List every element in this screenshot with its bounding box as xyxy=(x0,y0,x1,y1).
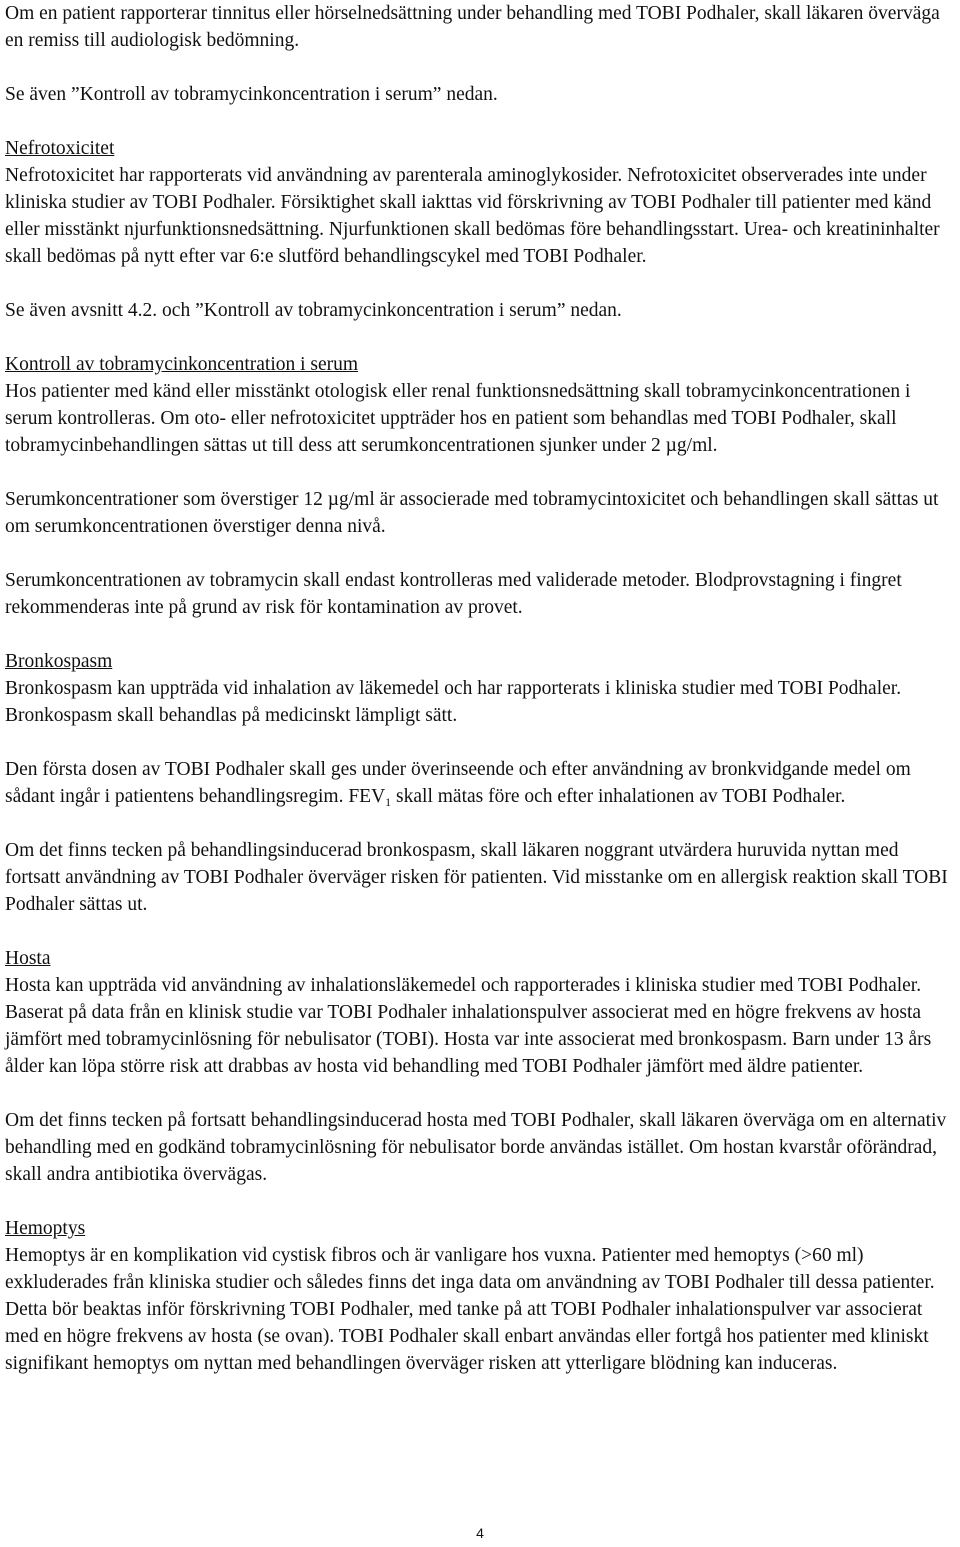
fev-subscript: 1 xyxy=(385,795,392,809)
bronkospasm-paragraph-2-text: Den första dosen av TOBI Podhaler skall ges under överinseende och efter användning av bronkvidgande medel om sådant ingår i patientens behandlingsregim. FEV xyxy=(5,759,911,807)
intro-paragraph-tinnitus: Om en patient rapporterar tinnitus eller hörselnedsättning under behandling med TOBI Podhaler, skall läkaren överväga en remiss till audiologisk bedömning. xyxy=(5,3,940,51)
section-heading-bronkospasm: Bronkospasm xyxy=(5,651,113,672)
kontroll-paragraph-2: Serumkoncentrationer som överstiger 12 µg/ml är associerade med tobramycintoxicitet och behandlingen skall sättas ut om serumkoncentrationen överstiger denna nivå. xyxy=(5,489,939,537)
intro-paragraph-see-also: Se även ”Kontroll av tobramycinkoncentration i serum” nedan. xyxy=(5,84,498,105)
section-heading-hemoptys: Hemoptys xyxy=(5,1218,86,1239)
hemoptys-paragraph: Hemoptys är en komplikation vid cystisk fibros och är vanligare hos vuxna. Patienter med hemoptys (>60 ml) exkluderades från kliniska studier och således finns det inga data om användning av TOBI Podhaler till dessa patienter. Detta bör beaktas inför förskrivning TOBI Podhaler, med tanke på att TOBI Podhaler inhalationspulver var associerat med en högre frekvens av hosta (se ovan). TOBI Podhaler skall enbart användas eller fortgå hos patienter med kliniskt signifikant hemoptys om nyttan med behandlingen överväger risken att ytterligare blödning kan induceras. xyxy=(5,1245,935,1374)
bronkospasm-paragraph-2 xyxy=(5,756,955,810)
bronkospasm-paragraph-2-rest: skall mätas före och efter inhalationen av TOBI Podhaler. xyxy=(391,786,846,807)
hosta-paragraph-2: Om det finns tecken på fortsatt behandlingsinducerad hosta med TOBI Podhaler, skall läkaren överväga om en alternativ behandling med en godkänd tobramycinlösning för nebulisator borde användas istället. Om hostan kvarstår oförändrad, skall andra antibiotika övervägas. xyxy=(5,1110,947,1185)
nefrotoxicitet-paragraph: Nefrotoxicitet har rapporterats vid användning av parenterala aminoglykosider. Nefrotoxicitet observerades inte under kliniska studier av TOBI Podhaler. Försiktighet skall iakttas vid förskrivning av TOBI Podhaler till patienter med känd eller misstänkt njurfunktionsnedsättning. Njurfunktionen skall bedömas före behandlingsstart. Urea- och kreatininhalter skall bedömas på nytt efter var 6:e slutförd behandlingscykel med TOBI Podhaler. xyxy=(5,165,940,267)
section-heading-kontroll: Kontroll av tobramycinkoncentration i serum xyxy=(5,354,359,375)
kontroll-paragraph-3: Serumkoncentrationen av tobramycin skall endast kontrolleras med validerade metoder. Blodprovstagning i fingret rekommenderas inte på grund av risk för kontamination av provet. xyxy=(5,570,902,618)
section-heading-nefrotoxicitet: Nefrotoxicitet xyxy=(5,138,115,159)
bronkospasm-paragraph-1: Bronkospasm kan uppträda vid inhalation av läkemedel och har rapporterats i kliniska studier med TOBI Podhaler. Bronkospasm skall behandlas på medicinskt lämpligt sätt. xyxy=(5,678,902,726)
section-heading-hosta: Hosta xyxy=(5,948,51,969)
document-page xyxy=(5,0,955,1377)
bronkospasm-paragraph-3: Om det finns tecken på behandlingsinducerad bronkospasm, skall läkaren noggrant utvärdera huruvida nyttan med fortsatt användning av TOBI Podhaler överväger risken för patienten. Vid misstanke om en allergisk reaktion skall TOBI Podhaler sättas ut. xyxy=(5,840,948,915)
kontroll-paragraph-1: Hos patienter med känd eller misstänkt otologisk eller renal funktionsnedsättning skall tobramycinkoncentrationen i serum kontrolleras. Om oto- eller nefrotoxicitet uppträder hos en patient som behandlas med TOBI Podhaler, skall tobramycinbehandlingen sättas ut till dess att serumkoncentrationen sjunker under 2 µg/ml. xyxy=(5,381,911,456)
page-number: 4 xyxy=(476,1525,484,1541)
nefrotoxicitet-see-also: Se även avsnitt 4.2. och ”Kontroll av tobramycinkoncentration i serum” nedan. xyxy=(5,300,622,321)
hosta-paragraph-1: Hosta kan uppträda vid användning av inhalationsläkemedel och rapporterades i kliniska studier med TOBI Podhaler. Baserat på data från en klinisk studie var TOBI Podhaler inhalationspulver associerat med en högre frekvens av hosta jämfört med tobramycinlösning för nebulisator (TOBI). Hosta var inte associerat med bronkospasm. Barn under 13 års ålder kan löpa större risk att drabbas av hosta vid behandling med TOBI Podhaler jämfört med äldre patienter. xyxy=(5,975,932,1077)
